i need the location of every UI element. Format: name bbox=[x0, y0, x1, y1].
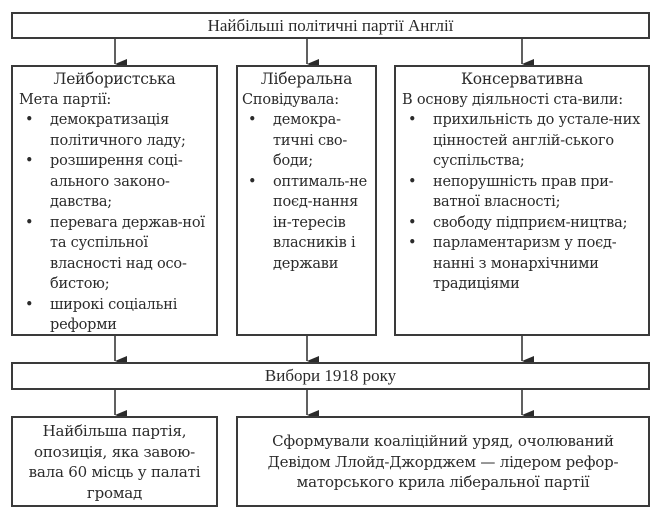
list-item: • перевага держав-ної та суспільної власності над осо-бистою; bbox=[25, 214, 205, 292]
list-item: • широкі соціальні реформи bbox=[25, 296, 178, 333]
party-intro: Мета партії: bbox=[19, 91, 112, 108]
bullet-icon: • bbox=[408, 173, 417, 190]
diagram-title: Найбільші політичні партії Англії bbox=[207, 16, 454, 35]
party-box-liberal bbox=[236, 65, 377, 336]
bullet-icon: • bbox=[25, 214, 34, 231]
result-text: Сформували коаліційний уряд, очолюваний Девідом Ллойд-Джорджем — лідером рефор-маторського крила ліберальної партії bbox=[267, 432, 619, 491]
party-name: Ліберальна bbox=[260, 70, 353, 88]
list-item: • прихильність до устале-них цінностей англій-ського суспільства; bbox=[408, 112, 641, 169]
list-item: • демокра-тичні сво-боди; bbox=[248, 112, 348, 169]
party-intro: В основу діяльності ста-вили: bbox=[402, 91, 623, 108]
party-box-labour bbox=[11, 65, 218, 336]
list-item: • непорушність прав при-ватної власності; bbox=[408, 173, 614, 210]
party-name: Лейбористська bbox=[53, 70, 176, 88]
party-goals-list bbox=[19, 110, 210, 336]
bullet-icon: • bbox=[248, 112, 257, 128]
list-item: • оптималь-не поєд-нання ін-тересів власників і держави bbox=[248, 173, 368, 272]
bullet-icon: • bbox=[248, 173, 257, 190]
bullet-icon: • bbox=[25, 112, 34, 128]
list-item: • демократизація політичного ладу; bbox=[25, 112, 186, 149]
result-box-coalition bbox=[236, 416, 650, 507]
party-box-conservative bbox=[394, 65, 650, 336]
list-item: • розширення соці-ального законо-давства; bbox=[25, 153, 183, 210]
party-beliefs-list bbox=[242, 110, 371, 274]
result-text: Найбільша партія, опозиція, яка завою-вала 60 місць у палаті громад bbox=[28, 422, 201, 502]
bullet-icon: • bbox=[25, 296, 34, 313]
list-item: • свободу підприєм-ництва; bbox=[402, 213, 642, 234]
bullet-icon: • bbox=[25, 153, 34, 169]
bullet-icon: • bbox=[408, 214, 417, 231]
party-intro: Сповідувала: bbox=[242, 91, 339, 108]
party-name: Консервативна bbox=[460, 70, 583, 88]
elections-box bbox=[11, 362, 650, 390]
elections-label: Вибори 1918 року bbox=[264, 366, 397, 385]
bullet-icon: • bbox=[408, 112, 417, 128]
result-box-labour bbox=[11, 416, 218, 507]
party-principles-list bbox=[402, 110, 642, 295]
bullet-icon: • bbox=[408, 235, 417, 251]
title-box bbox=[11, 12, 650, 39]
list-item: • парламентаризм у поєд-нанні з монархічними традиціями bbox=[408, 235, 617, 292]
